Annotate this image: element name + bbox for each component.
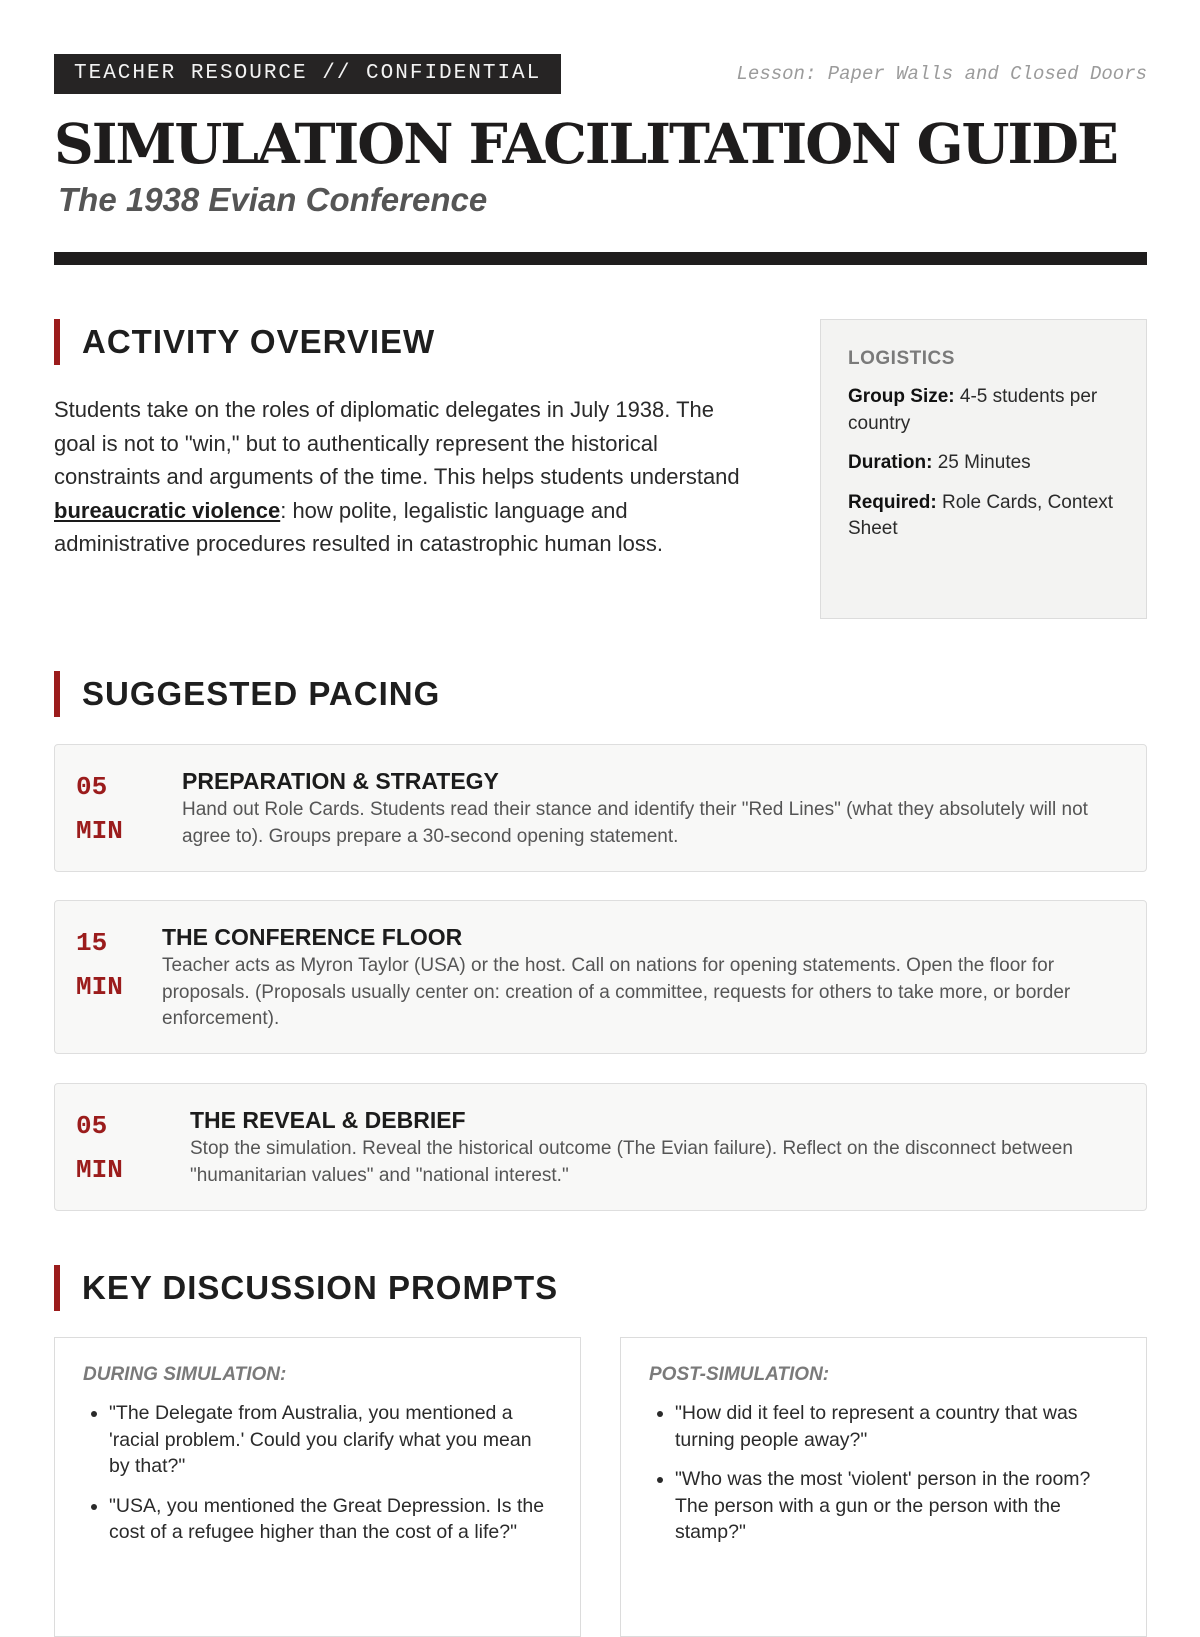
prompt-item: • "USA, you mentioned the Great Depression. Is the cost of a refugee higher than the cost of a life?" (109, 1493, 554, 1546)
prompts-during-heading: DURING SIMULATION: (83, 1364, 287, 1385)
pacing-minutes: 05 (76, 772, 108, 802)
pacing-title: THE REVEAL & DEBRIEF (190, 1107, 466, 1133)
header-divider (54, 252, 1147, 265)
prompt-item: • "The Delegate from Australia, you mentioned a 'racial problem.' Could you clarify what you mean by that?" (109, 1400, 554, 1480)
pacing-card-reveal-debrief (54, 1083, 1147, 1211)
pacing-description: Stop the simulation. Reveal the historical outcome (The Evian failure). Reflect on the disconnect between "humanitarian values" and "national interest." (190, 1138, 1073, 1186)
logistics-value: 25 Minutes (937, 452, 1031, 473)
logistics-label: Duration: (848, 452, 933, 473)
logistics-value: 4-5 students per country (848, 386, 1098, 434)
document-page (54, 54, 1147, 1637)
header-topline (54, 54, 1147, 94)
pacing-time (76, 921, 123, 1009)
pacing-unit: MIN (76, 972, 123, 1002)
pacing-body (190, 1106, 1116, 1189)
prompt-item: • "How did it feel to represent a country that was turning people away?" (675, 1400, 1120, 1453)
pacing-heading: SUGGESTED PACING (54, 671, 1147, 717)
overview-text (54, 393, 754, 561)
prompts-columns (54, 1337, 1147, 1637)
overview-term: bureaucratic violence (54, 497, 281, 523)
pacing-section (54, 671, 1147, 1211)
pacing-unit: MIN (76, 1155, 123, 1185)
logistics-duration (848, 450, 1120, 477)
prompts-section (54, 1265, 1147, 1637)
prompts-post-list (649, 1400, 1120, 1546)
pacing-minutes: 05 (76, 1111, 108, 1141)
logistics-heading: LOGISTICS (848, 348, 955, 369)
overview-text-after: : how polite, legalistic language and administrative procedures resulted in catastrophic human loss. (54, 497, 663, 556)
pacing-title: THE CONFERENCE FLOOR (162, 924, 463, 950)
pacing-time (76, 1104, 123, 1192)
logistics-group-size (848, 384, 1120, 437)
prompts-during-box (54, 1337, 581, 1637)
prompts-heading: KEY DISCUSSION PROMPTS (54, 1265, 1147, 1311)
pacing-body (162, 923, 1116, 1033)
pacing-card-preparation (54, 744, 1147, 872)
overview-heading: ACTIVITY OVERVIEW (54, 319, 754, 365)
logistics-label: Required: (848, 491, 937, 513)
prompts-post-heading: POST-SIMULATION: (649, 1364, 830, 1385)
logistics-label: Group Size: (848, 386, 955, 407)
pacing-minutes: 15 (76, 928, 108, 958)
pacing-card-conference-floor (54, 900, 1147, 1054)
page-subtitle: The 1938 Evian Conference (58, 181, 488, 218)
prompt-item: • "Who was the most 'violent' person in the room? The person with a gun or the person with the stamp?" (675, 1466, 1120, 1546)
pacing-body (182, 767, 1116, 850)
pacing-unit: MIN (76, 816, 123, 846)
lesson-label: Lesson: Paper Walls and Closed Doors (736, 63, 1147, 85)
logistics-value: Role Cards, Context Sheet (848, 491, 1114, 539)
pacing-time (76, 765, 123, 853)
overview-text-before: Students take on the roles of diplomatic delegates in July 1938. The goal is not to "win," but to authentically represent the historical constraints and arguments of the time. This helps students understand (54, 397, 740, 489)
prompts-post-box (620, 1337, 1147, 1637)
confidential-tag: TEACHER RESOURCE // CONFIDENTIAL (54, 54, 561, 94)
pacing-description: Teacher acts as Myron Taylor (USA) or the host. Call on nations for opening statements. Open the floor for proposals. (Proposals usually center on: creation of a committee, requests for others to take more, or border enforcement). (162, 955, 1071, 1029)
logistics-box (820, 319, 1147, 619)
pacing-description: Hand out Role Cards. Students read their stance and identify their "Red Lines" (what they absolutely will not agree to). Groups prepare a 30-second opening statement. (182, 799, 1088, 847)
page-title: SIMULATION FACILITATION GUIDE (54, 111, 1117, 176)
prompts-during-list (83, 1400, 554, 1546)
logistics-required (848, 490, 1120, 543)
overview-section (54, 319, 1147, 619)
pacing-title: PREPARATION & STRATEGY (182, 768, 499, 794)
overview-main (54, 319, 754, 619)
